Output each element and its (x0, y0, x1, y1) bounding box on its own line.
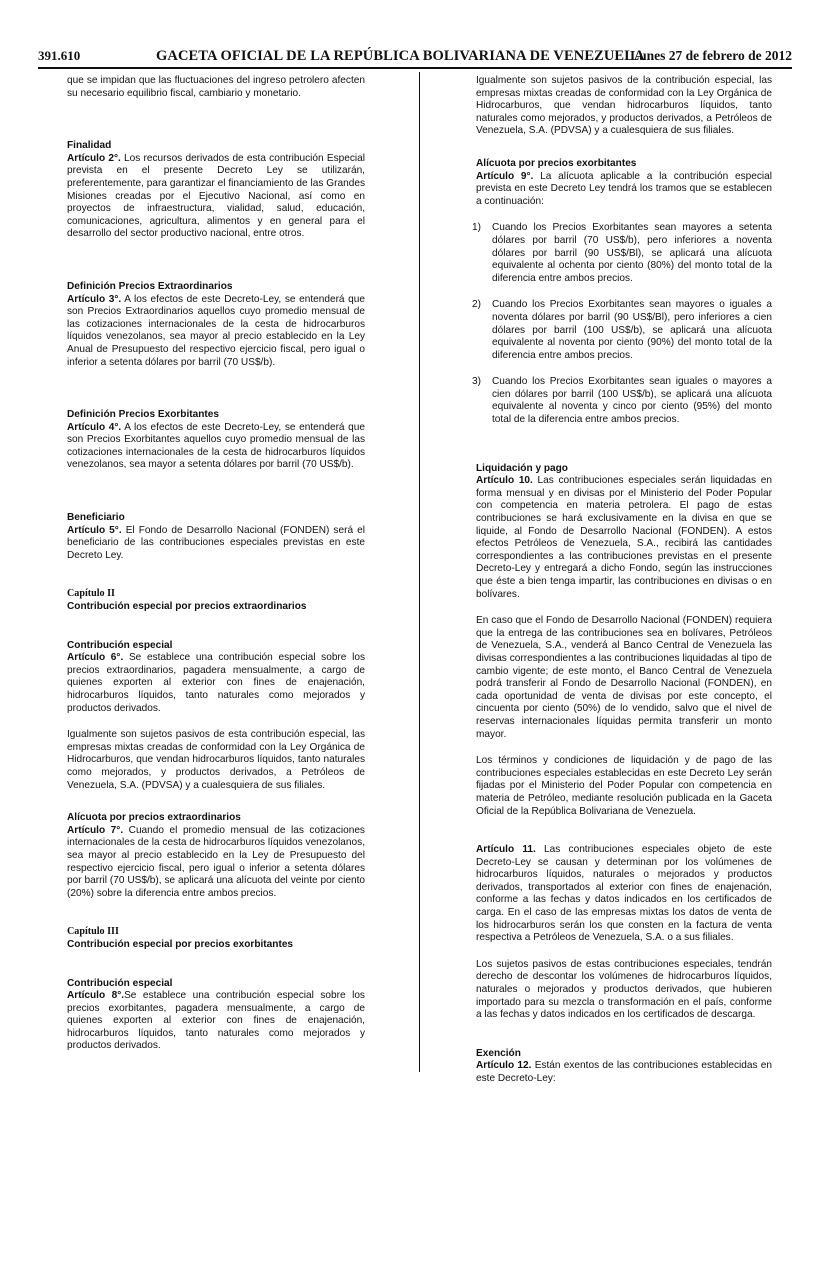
article-6 (67, 652, 365, 715)
article-12 (476, 1060, 772, 1085)
article-12-label: Artículo 12. (476, 1060, 532, 1072)
article-11-paragraph-2: Los sujetos pasivos de estas contribuciones especiales, tendrán derecho de descontar los volúmenes de hidrocarburos líquidos, naturales o mejorados y productos derivados, que hubieren importado para su mezcla o transformación en el país, conforme a las fechas y datos indicados en los certificados de descarga. (476, 958, 772, 1021)
article-7 (67, 825, 365, 901)
article-3-text: A los efectos de este Decreto-Ley, se entenderá que son Precios Extraordinarios aquellos cuyo promedio mensual de las cotizaciones internacionales de la cesta de hidrocarburos líquidos venezolanos, sea mayor al precio establecido en la Ley Anual de Presupuesto del respectivo ejercicio fiscal, pero igual o inferior a setenta dólares por barril (70 US$/b). (67, 293, 365, 368)
right-intro-paragraph: Igualmente son sujetos pasivos de la contribución especial, las empresas mixtas creadas de conformidad con la Ley Orgánica de Hidrocarburos, que vendan hidrocarburos líquidos, tanto naturales como mejorados, y productos derivados, a Petróleos de Venezuela, S.A. (PDVSA) y a cualesquiera de sus filiales. (476, 75, 772, 137)
article-10 (476, 475, 772, 601)
article-6-label: Artículo 6°. (67, 652, 124, 664)
list-item-3-number: 3) (472, 376, 481, 388)
article-9-text: La alícuota aplicable a la contribución especial prevista en este Decreto Ley tendrá los tramos que se establecen a continuación: (476, 170, 772, 207)
heading-definicion-extraordinarios: Definición Precios Extraordinarios (67, 280, 233, 292)
list-item-1 (472, 222, 772, 285)
article-9 (476, 171, 772, 209)
article-12-text: Están exentos de las contribuciones establecidas en este Decreto-Ley: (476, 1060, 773, 1084)
heading-finalidad: Finalidad (67, 140, 112, 152)
left-column (67, 75, 365, 1053)
heading-exencion: Exención (476, 1047, 521, 1059)
article-7-text: Cuando el promedio mensual de las cotizaciones internacionales de la cesta de hidrocarburos líquidos venezolanos, sea mayor al precio establecido en la Ley de Presupuesto del respectivo ejercicio fiscal, pero igual o inferior a setenta dólares por barril (70 US$/b), se aplicará una alícuota del veinte por ciento (20%) sobre la diferencia entre ambos precios. (67, 824, 365, 899)
heading-contribucion-especial-2: Contribución especial (67, 977, 173, 989)
heading-alicuota-extraordinarios: Alícuota por precios extraordinarios (67, 812, 241, 824)
heading-definicion-exorbitantes: Definición Precios Exorbitantes (67, 409, 220, 421)
article-3-label: Artículo 3°. (67, 293, 122, 305)
article-2-text: Los recursos derivados de esta contribución Especial prevista en el presente Decreto Ley se utilizarán, preferentemente, para garantizar el financiamiento de las Grandes Misiones creadas por el Ejecutivo Nacional, así como en proyectos de infraestructura, vialidad, salud, educación, comunicaciones, agricultura, alimentos y en general para el desarrollo del sector productivo nacional, entre otros. (67, 152, 365, 240)
heading-contribucion-especial-1: Contribución especial (67, 639, 173, 651)
chapter-3-number: Capítulo III (67, 926, 119, 938)
left-intro-paragraph: que se impidan que las fluctuaciones del ingreso petrolero afecten su necesario equilibrio fiscal, cambiario y monetario. (67, 75, 365, 99)
article-4-label: Artículo 4°. (67, 421, 122, 433)
header-rule (38, 67, 792, 69)
article-10-paragraph-3: Los términos y condiciones de liquidación y de pago de las contribuciones especiales establecidas en este Decreto Ley serán fijadas por el Ministerio del Poder Popular con competencia en materia de Petróleo, mediante resolución publicada en la Gaceta Oficial de la República Bolivariana de Venezuela. (476, 755, 772, 817)
list-item-2-number: 2) (472, 299, 481, 311)
page-number: 391.610 (38, 48, 81, 63)
chapter-2-title: Contribución especial por precios extraordinarios (67, 601, 307, 613)
chapter-2-number: Capítulo II (67, 588, 115, 600)
article-11-text: Las contribuciones especiales objeto de este Decreto-Ley se causan y determinan por los volúmenes de hidrocarburos líquidos, naturales o mejorados y productos derivados, transportados al exterior con fines de enajenación, conforme a las fechas y datos indicados en los certificados de carga. En el caso de las empresas mixtas los datos de venta de los hidrocarburos serán los que consten en la factura de venta respectiva a Petróleos de Venezuela, S.A. o a sus filiales. (476, 844, 772, 944)
article-10-paragraph-2: En caso que el Fondo de Desarrollo Nacional (FONDEN) requiera que la entrega de las contribuciones sea en bolívares, Petróleos de Venezuela, S.A., venderá al Banco Central de Venezuela las divisas correspondientes a las contribuciones liquidadas al tipo de cambio vigente; de este monto, el Banco Central de Venezuela podrá transferir al Fondo de Desarrollo Nacional (FONDEN), en cada oportunidad de venta de divisas por este concepto, el cincuenta por ciento (50%) de lo vendido, salvo que el nivel de reservas internacionales líquidas permita transferir un monto mayor. (476, 615, 772, 740)
article-4 (67, 422, 365, 472)
list-item-3 (472, 376, 772, 426)
article-5-label: Artículo 5°. (67, 524, 122, 536)
article-6-text: Se establece una contribución especial sobre los precios extraordinarios, pagadera mensualmente, a cargo de quienes exporten al exterior con fines de enajenación, hidrocarburos líquidos, tanto naturales como mejorados y productos derivados. (67, 652, 365, 714)
column-divider (419, 72, 420, 1072)
article-10-text: Las contribuciones especiales serán liquidadas en forma mensual y en divisas por el Ministerio del Poder Popular con competencia en materia petrolera. El pago de estas contribuciones se hará exclusivamente en la divisa en que se liquide, al Fondo de Desarrollo Nacional (FONDEN). A estos efectos Petróleos de Venezuela, S.A., recibirá las cantidades correspondientes a las contribuciones previstas en el presente Decreto-Ley y entregará a dicho Fondo, según las instrucciones que éste a bien tenga impartir, las contribuciones en divisas o en bolívares. (476, 475, 772, 600)
article-5-text: El Fondo de Desarrollo Nacional (FONDEN) será el beneficiario de las contribuciones especiales previstas en este Decreto Ley. (67, 524, 365, 561)
article-9-label: Artículo 9°. (476, 170, 534, 182)
article-7-label: Artículo 7°. (67, 824, 124, 836)
list-item-2 (472, 299, 772, 362)
publication-date: Lunes 27 de febrero de 2012 (630, 48, 792, 63)
article-5 (67, 525, 365, 563)
article-10-label: Artículo 10. (476, 475, 533, 487)
chapter-3-title: Contribución especial por precios exorbitantes (67, 938, 294, 950)
heading-beneficiario: Beneficiario (67, 512, 125, 524)
article-2 (67, 153, 365, 241)
article-3 (67, 294, 365, 370)
right-column (472, 75, 773, 1086)
article-8 (67, 990, 365, 1053)
list-item-1-text: Cuando los Precios Exorbitantes sean mayores a setenta dólares por barril (70 US$/b), pero inferiores a noventa dólares por barril (90 US$/Bl), se aplicará una alícuota equivalente al ochenta por ciento (80%) del monto total de la diferencia entre ambos precios. (492, 222, 772, 284)
article-6-paragraph-2: Igualmente son sujetos pasivos de esta contribución especial, las empresas mixtas creadas de conformidad con la Ley Orgánica de Hidrocarburos, que vendan hidrocarburos líquidos, tanto naturales como mejorados, y productos derivados, a Petróleos de Venezuela, S.A. (PDVSA) y a cualesquiera de sus filiales. (67, 729, 365, 791)
list-item-2-text: Cuando los Precios Exorbitantes sean mayores o iguales a noventa dólares por barril (90 US$/Bl), pero inferiores a cien dólares por barril (100 US$/b), se aplicará una alícuota equivalente al noventa por ciento (90%) del monto total de la diferencia entre ambos precios. (492, 299, 772, 361)
list-item-3-text: Cuando los Precios Exorbitantes sean iguales o mayores a cien dólares por barril (100 US$/b), se aplicará una alícuota equivalente al noventa y cinco por ciento (95%) del monto total de la diferencia entre ambos precios. (492, 376, 772, 426)
article-11-label: Artículo 11. (476, 844, 536, 856)
gazette-title: GACETA OFICIAL DE LA REPÚBLICA BOLIVARIANA DE VENEZUELA (156, 48, 645, 64)
article-4-text: A los efectos de este Decreto-Ley, se entenderá que son Precios Exorbitantes aquellos cuyo promedio mensual de las cotizaciones internacionales de la cesta de hidrocarburos líquidos venezolanos, sea mayor a setenta dólares por barril (70 US$/b). (67, 421, 365, 471)
heading-alicuota-exorbitantes: Alícuota por precios exorbitantes (476, 157, 637, 169)
article-2-label: Artículo 2°. (67, 152, 121, 164)
article-8-label: Artículo 8°. (67, 990, 125, 1002)
list-item-1-number: 1) (472, 222, 481, 234)
article-11 (476, 844, 772, 945)
heading-liquidacion-pago: Liquidación y pago (476, 462, 568, 474)
article-8-text: Se establece una contribución especial sobre los precios exorbitantes, pagadera mensualmente, a cargo de quienes exporten al exterior con fines de enajenación, hidrocarburos líquidos, tanto naturales como mejorados y productos derivados. (67, 990, 365, 1052)
gazette-header (38, 48, 792, 68)
